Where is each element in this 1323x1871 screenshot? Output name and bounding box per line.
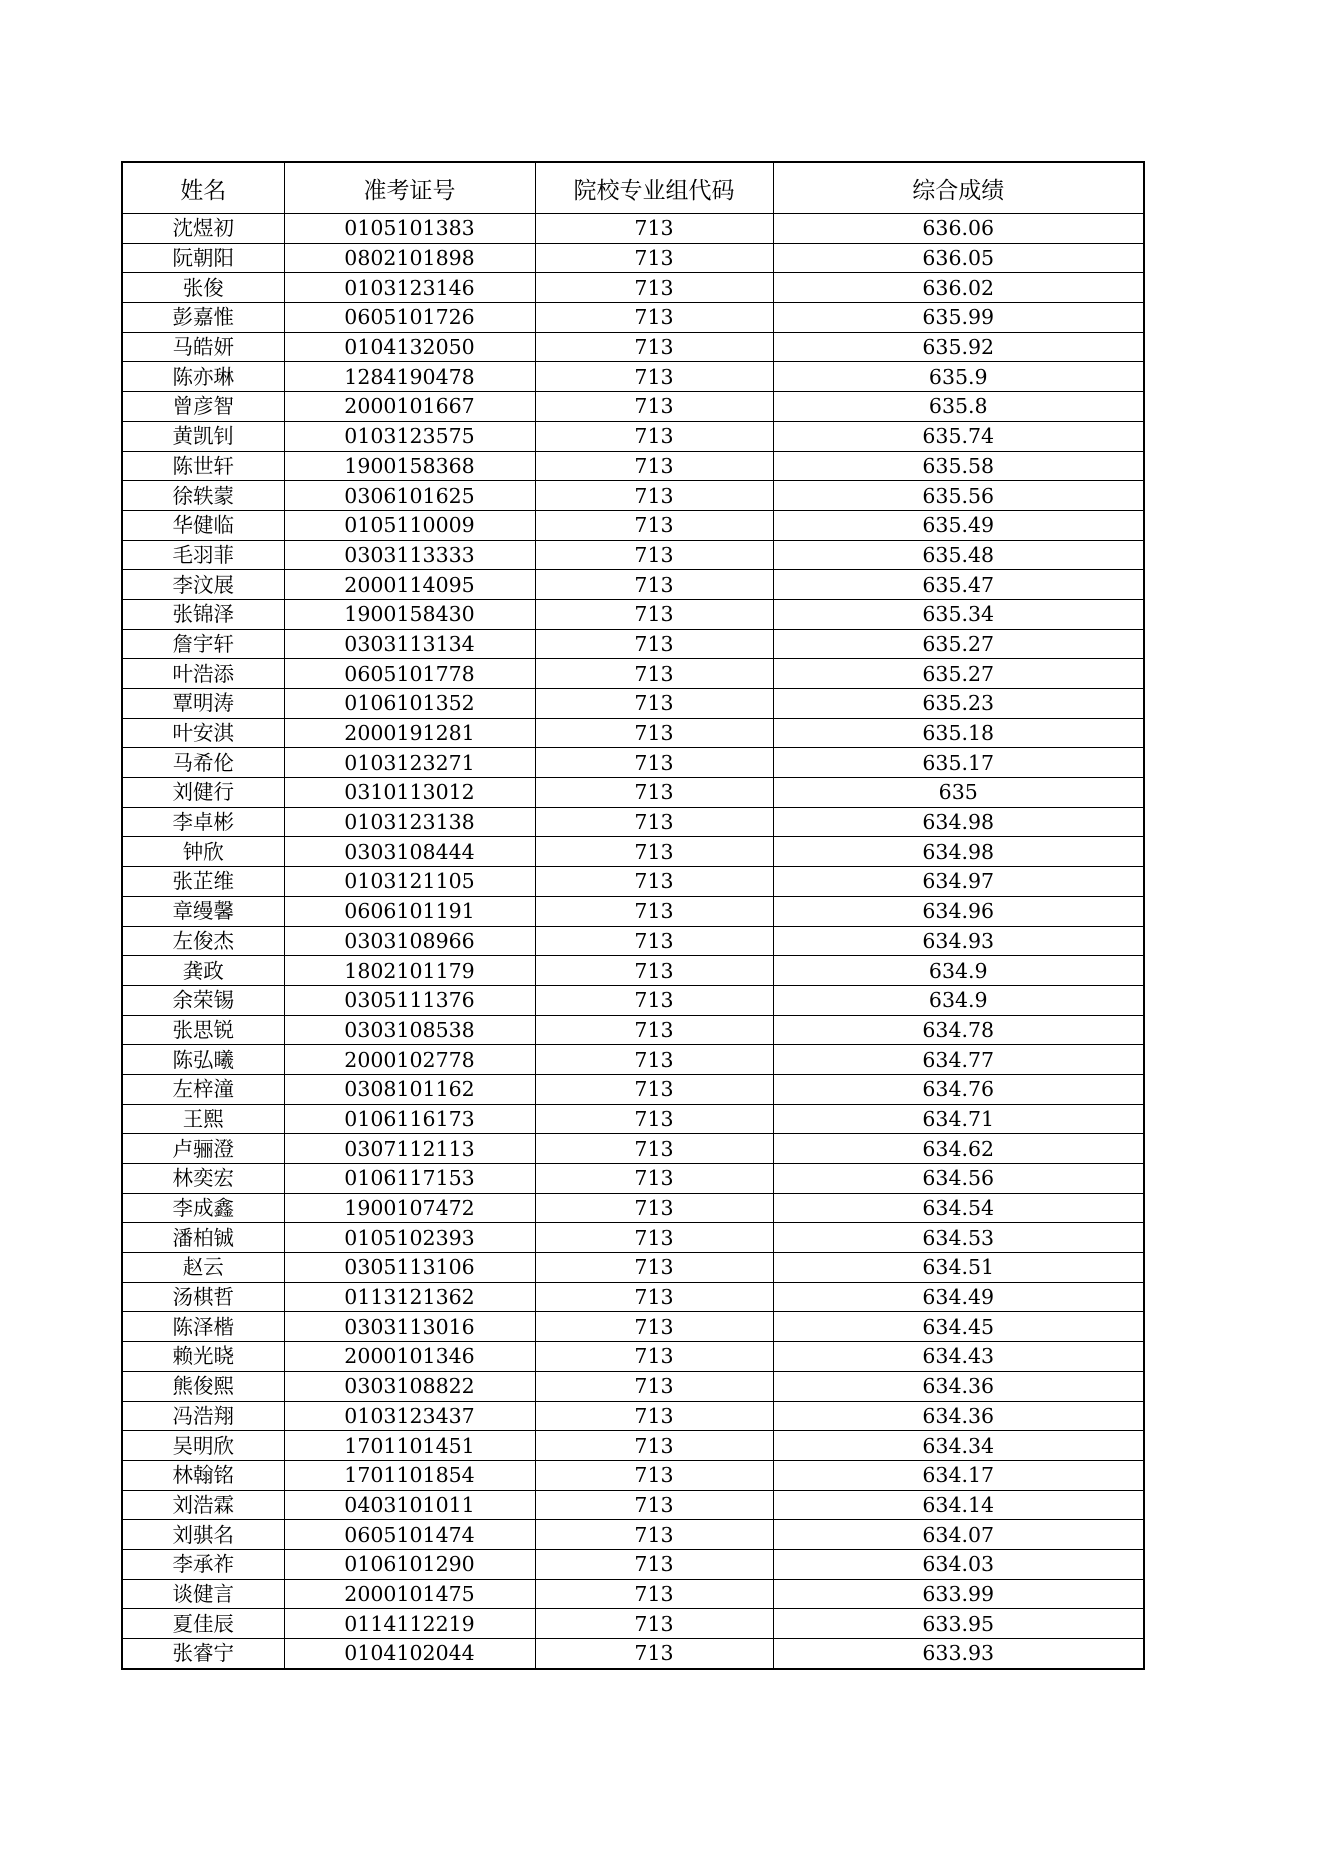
- cell-group-code: 713: [535, 451, 773, 481]
- cell-score: 634.78: [773, 1015, 1144, 1045]
- cell-score: 634.03: [773, 1549, 1144, 1579]
- cell-group-code: 713: [535, 1609, 773, 1639]
- cell-exam-number: 0305113106: [284, 1253, 535, 1283]
- cell-name: 林翰铭: [122, 1460, 284, 1490]
- cell-group-code: 713: [535, 1639, 773, 1669]
- cell-name: 陈弘曦: [122, 1045, 284, 1075]
- cell-score: 634.9: [773, 985, 1144, 1015]
- cell-name: 吴明欣: [122, 1431, 284, 1461]
- cell-score: 635.74: [773, 421, 1144, 451]
- table-row: [122, 985, 1144, 1015]
- cell-group-code: 713: [535, 1193, 773, 1223]
- table-row: [122, 1490, 1144, 1520]
- cell-exam-number: 0306101625: [284, 481, 535, 511]
- cell-exam-number: 2000101475: [284, 1579, 535, 1609]
- cell-name: 李汶展: [122, 570, 284, 600]
- table-row: [122, 1609, 1144, 1639]
- cell-name: 沈煜初: [122, 214, 284, 244]
- table-row: [122, 451, 1144, 481]
- table-row: [122, 926, 1144, 956]
- cell-name: 张思锐: [122, 1015, 284, 1045]
- cell-exam-number: 0802101898: [284, 243, 535, 273]
- cell-name: 陈世轩: [122, 451, 284, 481]
- header-row: [122, 162, 1144, 214]
- cell-score: 634.56: [773, 1164, 1144, 1194]
- table-row: [122, 867, 1144, 897]
- cell-exam-number: 0303108444: [284, 837, 535, 867]
- cell-group-code: 713: [535, 421, 773, 451]
- cell-exam-number: 0103123146: [284, 273, 535, 303]
- cell-group-code: 713: [535, 599, 773, 629]
- cell-group-code: 713: [535, 748, 773, 778]
- cell-exam-number: 0104102044: [284, 1639, 535, 1669]
- cell-score: 634.98: [773, 837, 1144, 867]
- cell-exam-number: 1701101854: [284, 1460, 535, 1490]
- cell-group-code: 713: [535, 718, 773, 748]
- cell-score: 635.23: [773, 689, 1144, 719]
- cell-group-code: 713: [535, 1282, 773, 1312]
- cell-exam-number: 0606101191: [284, 896, 535, 926]
- cell-exam-number: 0307112113: [284, 1134, 535, 1164]
- cell-score: 635.27: [773, 629, 1144, 659]
- table-row: [122, 1549, 1144, 1579]
- cell-group-code: 713: [535, 689, 773, 719]
- cell-name: 章缦馨: [122, 896, 284, 926]
- table-row: [122, 214, 1144, 244]
- cell-score: 634.98: [773, 807, 1144, 837]
- cell-group-code: 713: [535, 1223, 773, 1253]
- cell-exam-number: 2000101667: [284, 392, 535, 422]
- cell-exam-number: 0605101474: [284, 1520, 535, 1550]
- cell-group-code: 713: [535, 481, 773, 511]
- cell-exam-number: 0105101383: [284, 214, 535, 244]
- cell-exam-number: 0303113333: [284, 540, 535, 570]
- cell-group-code: 713: [535, 1074, 773, 1104]
- table-row: [122, 1074, 1144, 1104]
- cell-exam-number: 0105102393: [284, 1223, 535, 1253]
- cell-group-code: 713: [535, 1312, 773, 1342]
- table-row: [122, 1193, 1144, 1223]
- cell-name: 曾彦智: [122, 392, 284, 422]
- cell-score: 635.9: [773, 362, 1144, 392]
- cell-name: 张芷维: [122, 867, 284, 897]
- cell-exam-number: 0106101290: [284, 1549, 535, 1579]
- cell-group-code: 713: [535, 1371, 773, 1401]
- cell-score: 634.43: [773, 1342, 1144, 1372]
- table-row: [122, 421, 1144, 451]
- cell-name: 左梓潼: [122, 1074, 284, 1104]
- cell-score: 634.36: [773, 1401, 1144, 1431]
- table-body: [122, 214, 1144, 1669]
- cell-group-code: 713: [535, 896, 773, 926]
- cell-exam-number: 0308101162: [284, 1074, 535, 1104]
- cell-group-code: 713: [535, 1253, 773, 1283]
- cell-group-code: 713: [535, 362, 773, 392]
- cell-score: 634.96: [773, 896, 1144, 926]
- cell-exam-number: 0106117153: [284, 1164, 535, 1194]
- cell-group-code: 713: [535, 1579, 773, 1609]
- cell-name: 刘骐名: [122, 1520, 284, 1550]
- cell-group-code: 713: [535, 1045, 773, 1075]
- cell-exam-number: 0303108822: [284, 1371, 535, 1401]
- cell-score: 635.99: [773, 303, 1144, 333]
- table-header: [122, 162, 1144, 214]
- cell-group-code: 713: [535, 778, 773, 808]
- cell-group-code: 713: [535, 867, 773, 897]
- table-row: [122, 896, 1144, 926]
- cell-score: 634.54: [773, 1193, 1144, 1223]
- cell-score: 635.34: [773, 599, 1144, 629]
- cell-name: 王熙: [122, 1104, 284, 1134]
- table-row: [122, 1282, 1144, 1312]
- cell-name: 刘浩霖: [122, 1490, 284, 1520]
- cell-exam-number: 0605101726: [284, 303, 535, 333]
- table-row: [122, 332, 1144, 362]
- cell-group-code: 713: [535, 1104, 773, 1134]
- cell-exam-number: 0303108538: [284, 1015, 535, 1045]
- table-row: [122, 689, 1144, 719]
- table-row: [122, 956, 1144, 986]
- table-row: [122, 273, 1144, 303]
- cell-name: 林奕宏: [122, 1164, 284, 1194]
- cell-name: 谈健言: [122, 1579, 284, 1609]
- table-row: [122, 1639, 1144, 1669]
- cell-exam-number: 0103123575: [284, 421, 535, 451]
- cell-score: 635.27: [773, 659, 1144, 689]
- cell-score: 635.92: [773, 332, 1144, 362]
- cell-score: 634.36: [773, 1371, 1144, 1401]
- cell-name: 陈亦琳: [122, 362, 284, 392]
- table-row: [122, 540, 1144, 570]
- cell-score: 634.17: [773, 1460, 1144, 1490]
- cell-score: 636.06: [773, 214, 1144, 244]
- table-row: [122, 748, 1144, 778]
- table-row: [122, 303, 1144, 333]
- header-score: 综合成绩: [773, 162, 1144, 214]
- cell-group-code: 713: [535, 807, 773, 837]
- table-row: [122, 599, 1144, 629]
- table-row: [122, 837, 1144, 867]
- cell-group-code: 713: [535, 303, 773, 333]
- cell-score: 634.71: [773, 1104, 1144, 1134]
- table-row: [122, 1401, 1144, 1431]
- cell-score: 636.02: [773, 273, 1144, 303]
- cell-name: 左俊杰: [122, 926, 284, 956]
- cell-group-code: 713: [535, 1401, 773, 1431]
- cell-group-code: 713: [535, 1431, 773, 1461]
- cell-name: 华健临: [122, 510, 284, 540]
- table-row: [122, 629, 1144, 659]
- cell-score: 634.07: [773, 1520, 1144, 1550]
- cell-exam-number: 2000114095: [284, 570, 535, 600]
- table-row: [122, 1134, 1144, 1164]
- cell-name: 黄凯钊: [122, 421, 284, 451]
- cell-group-code: 713: [535, 570, 773, 600]
- cell-score: 633.95: [773, 1609, 1144, 1639]
- cell-exam-number: 1900107472: [284, 1193, 535, 1223]
- cell-name: 徐轶蒙: [122, 481, 284, 511]
- cell-name: 余荣锡: [122, 985, 284, 1015]
- table-row: [122, 1342, 1144, 1372]
- header-group-code: 院校专业组代码: [535, 162, 773, 214]
- cell-group-code: 713: [535, 1134, 773, 1164]
- table-row: [122, 570, 1144, 600]
- cell-score: 634.45: [773, 1312, 1144, 1342]
- cell-score: 634.49: [773, 1282, 1144, 1312]
- table-row: [122, 243, 1144, 273]
- cell-exam-number: 0113121362: [284, 1282, 535, 1312]
- cell-score: 634.97: [773, 867, 1144, 897]
- cell-group-code: 713: [535, 926, 773, 956]
- cell-exam-number: 0305111376: [284, 985, 535, 1015]
- cell-group-code: 713: [535, 629, 773, 659]
- cell-group-code: 713: [535, 332, 773, 362]
- cell-name: 覃明涛: [122, 689, 284, 719]
- cell-exam-number: 0310113012: [284, 778, 535, 808]
- cell-name: 刘健行: [122, 778, 284, 808]
- cell-score: 634.14: [773, 1490, 1144, 1520]
- cell-score: 635.8: [773, 392, 1144, 422]
- cell-score: 636.05: [773, 243, 1144, 273]
- table-row: [122, 1460, 1144, 1490]
- header-exam-number: 准考证号: [284, 162, 535, 214]
- table-row: [122, 1312, 1144, 1342]
- cell-score: 634.93: [773, 926, 1144, 956]
- cell-score: 635: [773, 778, 1144, 808]
- cell-exam-number: 0103123271: [284, 748, 535, 778]
- table-row: [122, 1164, 1144, 1194]
- cell-exam-number: 1701101451: [284, 1431, 535, 1461]
- cell-group-code: 713: [535, 540, 773, 570]
- cell-exam-number: 2000191281: [284, 718, 535, 748]
- table-row: [122, 1371, 1144, 1401]
- cell-name: 赖光晓: [122, 1342, 284, 1372]
- cell-group-code: 713: [535, 1520, 773, 1550]
- cell-group-code: 713: [535, 1015, 773, 1045]
- cell-score: 635.49: [773, 510, 1144, 540]
- cell-score: 634.34: [773, 1431, 1144, 1461]
- cell-name: 马皓妍: [122, 332, 284, 362]
- cell-score: 633.93: [773, 1639, 1144, 1669]
- cell-exam-number: 0106116173: [284, 1104, 535, 1134]
- cell-score: 634.76: [773, 1074, 1144, 1104]
- cell-name: 汤棋哲: [122, 1282, 284, 1312]
- cell-name: 钟欣: [122, 837, 284, 867]
- cell-name: 阮朝阳: [122, 243, 284, 273]
- cell-name: 龚政: [122, 956, 284, 986]
- cell-name: 叶浩添: [122, 659, 284, 689]
- table-row: [122, 1253, 1144, 1283]
- cell-name: 毛羽菲: [122, 540, 284, 570]
- cell-name: 李承祚: [122, 1549, 284, 1579]
- cell-score: 634.9: [773, 956, 1144, 986]
- score-table: [121, 161, 1145, 1670]
- cell-group-code: 713: [535, 243, 773, 273]
- cell-exam-number: 0103121105: [284, 867, 535, 897]
- cell-exam-number: 2000102778: [284, 1045, 535, 1075]
- cell-group-code: 713: [535, 1164, 773, 1194]
- table-row: [122, 1520, 1144, 1550]
- cell-name: 潘柏铖: [122, 1223, 284, 1253]
- cell-name: 李卓彬: [122, 807, 284, 837]
- cell-name: 夏佳辰: [122, 1609, 284, 1639]
- table-row: [122, 362, 1144, 392]
- cell-exam-number: 0106101352: [284, 689, 535, 719]
- cell-exam-number: 1900158368: [284, 451, 535, 481]
- cell-score: 635.47: [773, 570, 1144, 600]
- cell-exam-number: 2000101346: [284, 1342, 535, 1372]
- cell-name: 马希伦: [122, 748, 284, 778]
- table-row: [122, 659, 1144, 689]
- cell-name: 赵云: [122, 1253, 284, 1283]
- cell-name: 张俊: [122, 273, 284, 303]
- cell-score: 634.77: [773, 1045, 1144, 1075]
- cell-score: 634.53: [773, 1223, 1144, 1253]
- cell-group-code: 713: [535, 985, 773, 1015]
- cell-name: 熊俊熙: [122, 1371, 284, 1401]
- cell-group-code: 713: [535, 659, 773, 689]
- header-name: 姓名: [122, 162, 284, 214]
- cell-score: 634.62: [773, 1134, 1144, 1164]
- cell-score: 635.48: [773, 540, 1144, 570]
- cell-score: 635.18: [773, 718, 1144, 748]
- cell-group-code: 713: [535, 1490, 773, 1520]
- cell-score: 635.17: [773, 748, 1144, 778]
- table-row: [122, 1015, 1144, 1045]
- table-row: [122, 778, 1144, 808]
- cell-group-code: 713: [535, 837, 773, 867]
- cell-group-code: 713: [535, 1342, 773, 1372]
- cell-group-code: 713: [535, 510, 773, 540]
- cell-exam-number: 1284190478: [284, 362, 535, 392]
- table-row: [122, 1579, 1144, 1609]
- cell-name: 陈泽楷: [122, 1312, 284, 1342]
- table-row: [122, 807, 1144, 837]
- cell-group-code: 713: [535, 273, 773, 303]
- cell-score: 633.99: [773, 1579, 1144, 1609]
- cell-exam-number: 1802101179: [284, 956, 535, 986]
- cell-group-code: 713: [535, 392, 773, 422]
- cell-name: 张睿宁: [122, 1639, 284, 1669]
- cell-exam-number: 0103123138: [284, 807, 535, 837]
- cell-exam-number: 0105110009: [284, 510, 535, 540]
- cell-group-code: 713: [535, 1460, 773, 1490]
- cell-exam-number: 1900158430: [284, 599, 535, 629]
- cell-name: 张锦泽: [122, 599, 284, 629]
- table-row: [122, 1104, 1144, 1134]
- cell-exam-number: 0103123437: [284, 1401, 535, 1431]
- cell-group-code: 713: [535, 956, 773, 986]
- cell-group-code: 713: [535, 214, 773, 244]
- cell-name: 彭嘉惟: [122, 303, 284, 333]
- cell-score: 634.51: [773, 1253, 1144, 1283]
- table-row: [122, 392, 1144, 422]
- cell-name: 卢骊澄: [122, 1134, 284, 1164]
- table-row: [122, 1223, 1144, 1253]
- cell-score: 635.56: [773, 481, 1144, 511]
- cell-name: 叶安淇: [122, 718, 284, 748]
- cell-exam-number: 0403101011: [284, 1490, 535, 1520]
- table-row: [122, 1045, 1144, 1075]
- table-row: [122, 510, 1144, 540]
- table-row: [122, 481, 1144, 511]
- cell-name: 冯浩翔: [122, 1401, 284, 1431]
- table-row: [122, 718, 1144, 748]
- cell-exam-number: 0303113134: [284, 629, 535, 659]
- cell-exam-number: 0605101778: [284, 659, 535, 689]
- cell-name: 李成鑫: [122, 1193, 284, 1223]
- cell-score: 635.58: [773, 451, 1144, 481]
- table-row: [122, 1431, 1144, 1461]
- cell-name: 詹宇轩: [122, 629, 284, 659]
- cell-exam-number: 0114112219: [284, 1609, 535, 1639]
- cell-exam-number: 0303113016: [284, 1312, 535, 1342]
- cell-exam-number: 0104132050: [284, 332, 535, 362]
- cell-group-code: 713: [535, 1549, 773, 1579]
- cell-exam-number: 0303108966: [284, 926, 535, 956]
